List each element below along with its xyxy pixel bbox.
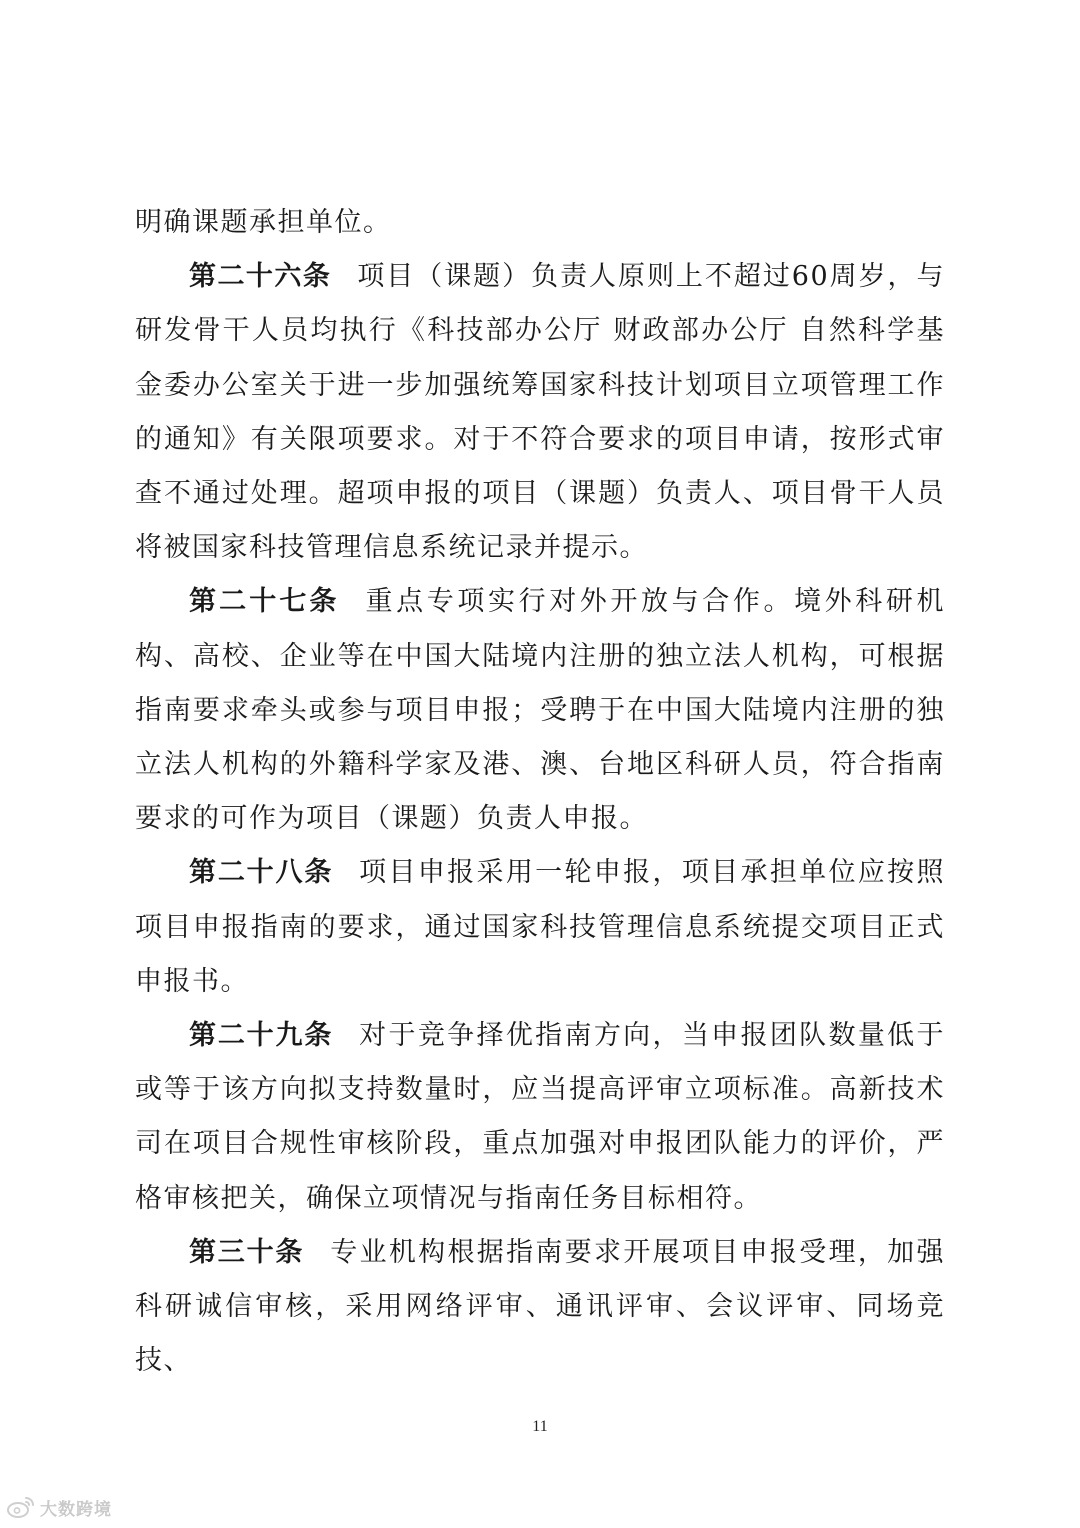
article-number: 第二十八条 (189, 857, 334, 889)
article-27 (135, 575, 945, 846)
article-text: 项目（课题）负责人原则上不超过60周岁，与研发骨干人员均执行《科技部办公厅 财政部办公厅 自然科学基金委办公室关于进一步加强统筹国家科技计划项目立项管理工作的通知》有关限项要求。对于不符合要求的项目申请，按形式审查不通过处理。超项申报的项目（课题）负责人、项目骨干人员将被国家科技管理信息系统记录并提示。 (135, 261, 946, 564)
article-29 (135, 1009, 945, 1226)
article-number: 第二十九条 (189, 1020, 334, 1052)
article-text: 对于竞争择优指南方向，当申报团队数量低于或等于该方向拟支持数量时，应当提高评审立项标准。高新技术司在项目合规性审核阶段，重点加强对申报团队能力的评价，严格审核把关，确保立项情况与指南任务目标相符。 (135, 1020, 946, 1214)
weibo-logo-icon (6, 1495, 36, 1519)
page-number: 11 (532, 1418, 548, 1435)
article-number: 第三十条 (189, 1236, 305, 1268)
paragraph-continuation (135, 196, 945, 250)
article-30 (135, 1226, 945, 1389)
article-text: 项目申报采用一轮申报，项目承担单位应按照项目申报指南的要求，通过国家科技管理信息系统提交项目正式申报书。 (135, 857, 946, 997)
article-26 (135, 250, 945, 575)
paragraph-text: 明确课题承担单位。 (135, 207, 392, 238)
watermark-text: 大数跨境 (40, 1499, 112, 1520)
article-number: 第二十七条 (189, 586, 340, 618)
article-text: 重点专项实行对外开放与合作。境外科研机构、高校、企业等在中国大陆境内注册的独立法人机构，可根据指南要求牵头或参与项目申报；受聘于在中国大陆境内注册的独立法人机构的外籍科学家及港、澳、台地区科研人员，符合指南要求的可作为项目（课题）负责人申报。 (135, 586, 946, 835)
document-body (135, 196, 945, 1388)
article-text: 专业机构根据指南要求开展项目申报受理，加强科研诚信审核，采用网络评审、通讯评审、会议评审、同场竞技、 (135, 1236, 945, 1377)
watermark (6, 1494, 112, 1520)
article-28 (135, 846, 945, 1009)
article-number: 第二十六条 (189, 261, 332, 293)
